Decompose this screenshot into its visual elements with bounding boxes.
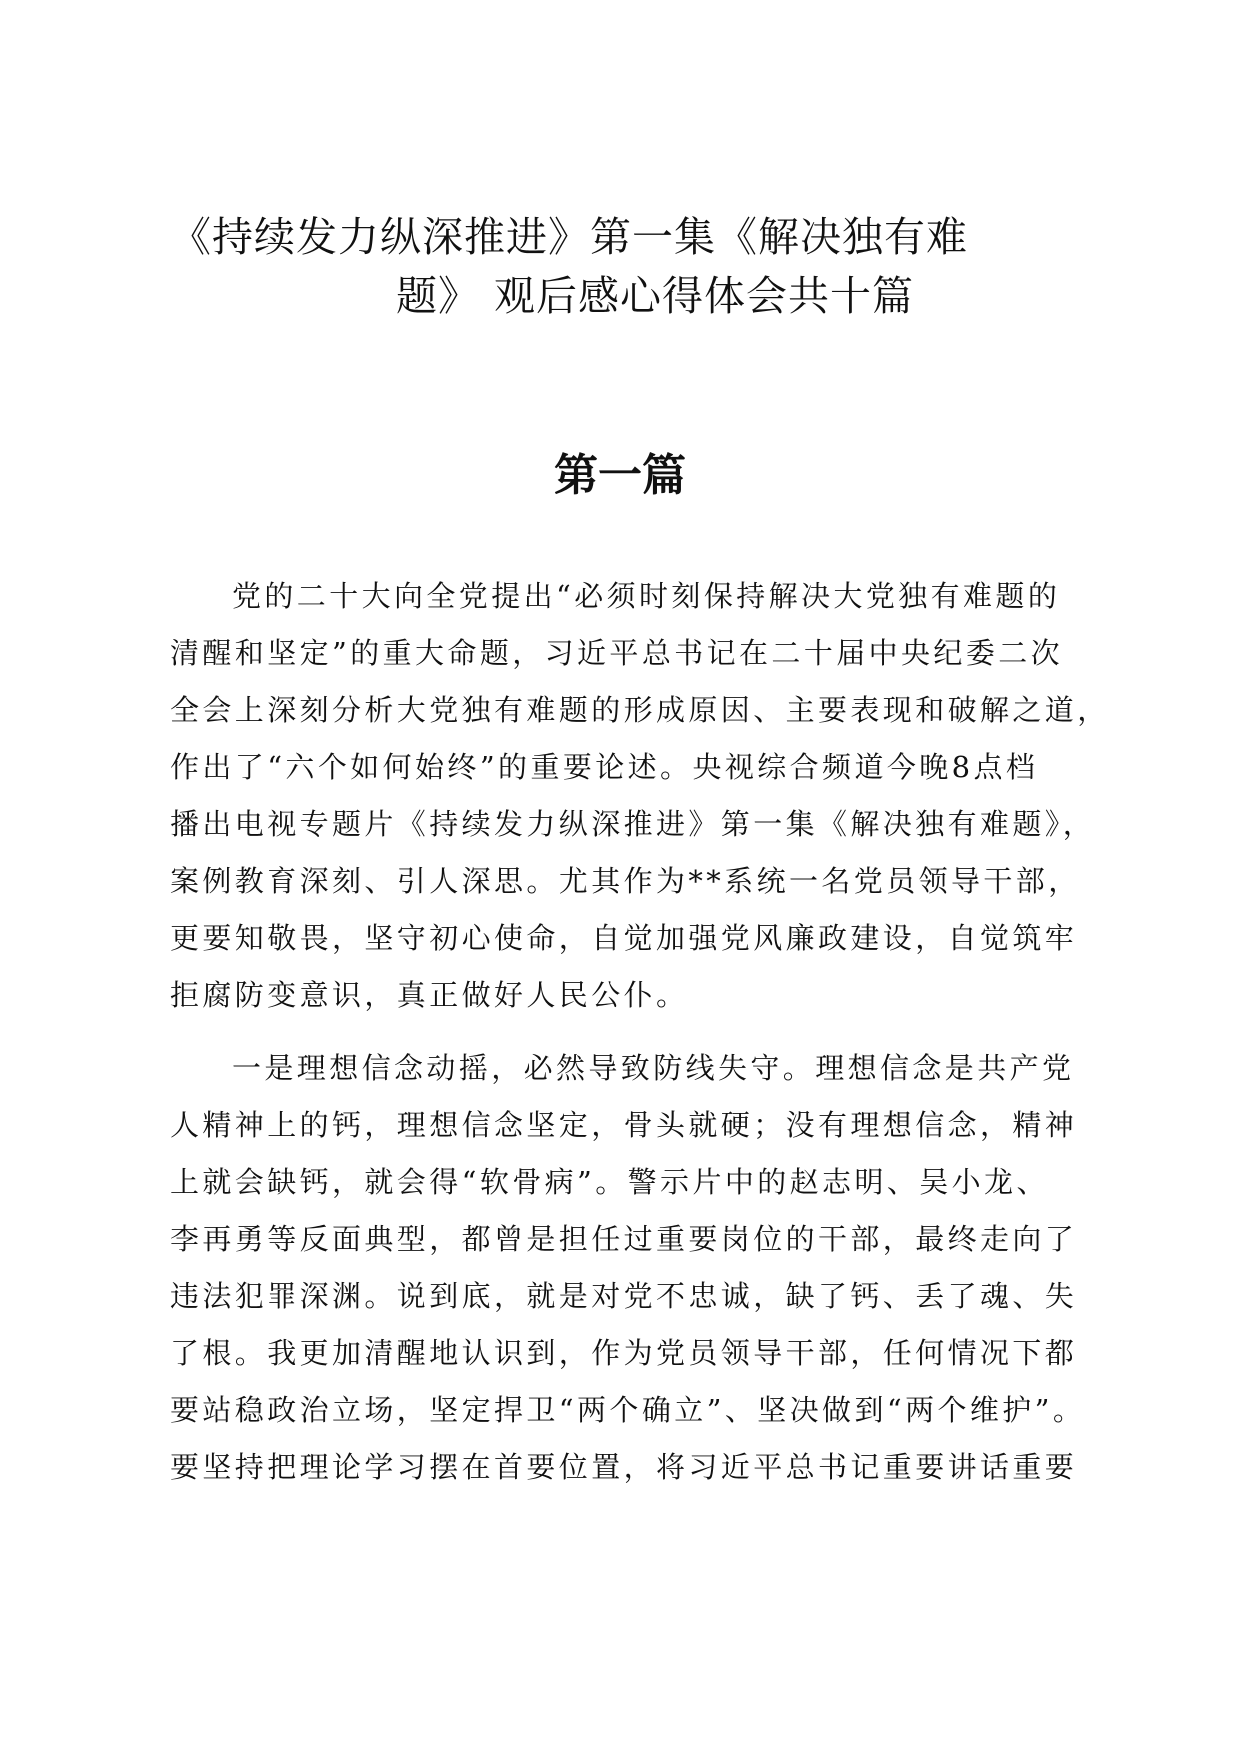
text-line: 要坚持把理论学习摆在首要位置，将习近平总书记重要讲话重要	[170, 1450, 1078, 1484]
text-line: 更要知敬畏，坚守初心使命，自觉加强党风廉政建设，自觉筑牢	[170, 921, 1078, 955]
section-heading: 第一篇	[554, 450, 686, 501]
text-line: 上就会缺钙，就会得“软骨病”。警示片中的赵志明、吴小龙、	[170, 1165, 1049, 1199]
text-line: 播出电视专题片《持续发力纵深推进》第一集《解决独有难题》，	[170, 807, 1096, 841]
text-line: 了根。我更加清醒地认识到，作为党员领导干部，任何情况下都	[170, 1336, 1078, 1370]
text-line: 违法犯罪深渊。说到底，就是对党不忠诚，缺了钙、丢了魂、失	[170, 1279, 1078, 1313]
title-line: 题》 观后感心得体会共十篇	[396, 272, 915, 320]
text-line: 清醒和坚定”的重大命题，习近平总书记在二十届中央纪委二次	[170, 636, 1064, 670]
paragraph	[170, 1040, 1086, 1496]
text-line: 全会上深刻分析大党独有难题的形成原因、主要表现和破解之道，	[170, 693, 1110, 727]
title-line: 《持续发力纵深推进》第一集《解决独有难	[170, 213, 968, 261]
paragraph	[170, 568, 1110, 1024]
text-line: 案例教育深刻、引人深思。尤其作为**系统一名党员领导干部，	[170, 864, 1081, 898]
text-line: 要站稳政治立场，坚定捍卫“两个确立”、坚决做到“两个维护”。	[170, 1393, 1086, 1427]
text-line: 一是理想信念动摇，必然导致防线失守。理想信念是共产党	[232, 1051, 1075, 1085]
body-text	[170, 568, 1110, 1512]
text-line: 拒腐防变意识，真正做好人民公仆。	[170, 978, 689, 1012]
document-title	[170, 208, 1070, 326]
text-line: 李再勇等反面典型，都曾是担任过重要岗位的干部，最终走向了	[170, 1222, 1078, 1256]
text-line: 作出了“六个如何始终”的重要论述。央视综合频道今晚8点档	[170, 750, 1039, 784]
text-line: 人精神上的钙，理想信念坚定，骨头就硬；没有理想信念，精神	[170, 1108, 1078, 1142]
text-line: 党的二十大向全党提出“必须时刻保持解决大党独有难题的	[232, 579, 1061, 613]
